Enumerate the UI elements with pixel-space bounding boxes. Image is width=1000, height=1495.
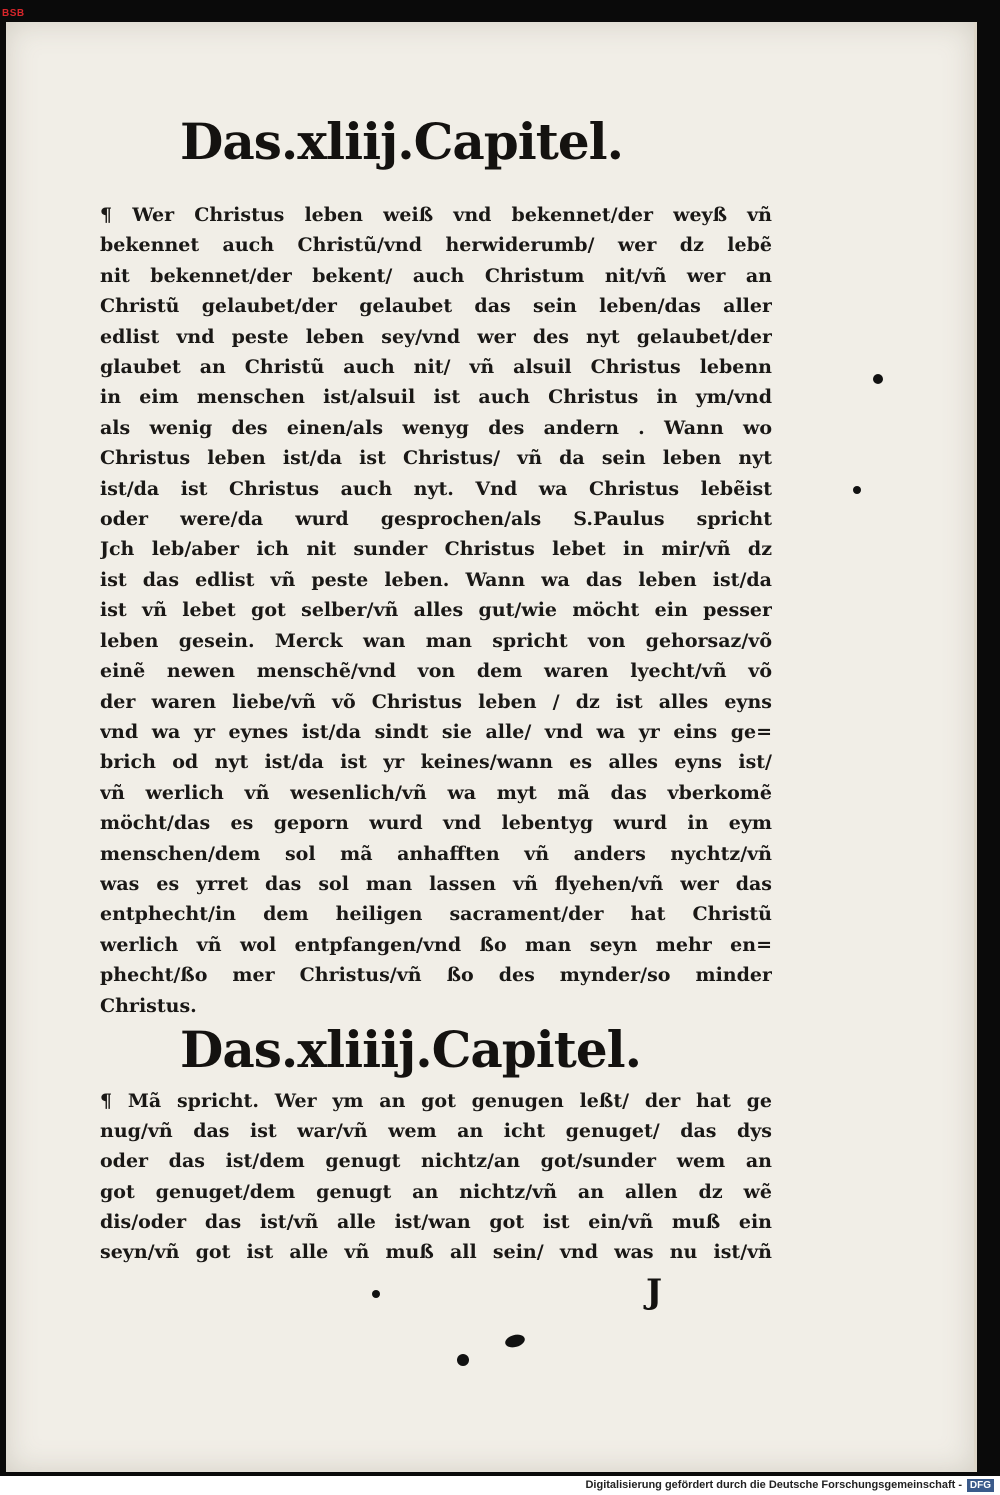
text-line: werlich vñ wol entpfangen/vnd ßo man seyn mehr en= bbox=[100, 933, 772, 956]
text-line: brich od nyt ist/da ist yr keines/wann es alles eyns ist/ bbox=[100, 751, 772, 774]
text-line: in eim menschen ist/alsuil ist auch Christus in ym/vnd bbox=[100, 386, 772, 409]
text-line: nit bekennet/der bekent/ auch Christum nit/vñ wer an bbox=[100, 264, 772, 287]
text-line: ¶ Mã spricht. Wer ym an got genugen leßt/ der hat ge bbox=[100, 1090, 772, 1112]
bsb-stamp: BSB bbox=[2, 8, 25, 19]
footer-bar bbox=[0, 1476, 1000, 1495]
text-line: edlist vnd peste leben sey/vnd wer des nyt gelaubet/der bbox=[100, 325, 772, 348]
text-line: Christũ gelaubet/der gelaubet das sein leben/das aller bbox=[100, 295, 772, 318]
text-line: glaubet an Christũ auch nit/ vñ alsuil Christus lebenn bbox=[100, 356, 772, 379]
text-line: als wenig des einen/als wenyg des andern . Wann wo bbox=[100, 416, 772, 439]
text-line: bekennet auch Christũ/vnd herwiderumb/ wer dz lebẽ bbox=[100, 234, 772, 257]
ink-spot bbox=[873, 374, 883, 384]
chapter-43-title: Das.xliij.Capitel. bbox=[180, 112, 624, 171]
text-line-last: Christus. bbox=[100, 994, 197, 1017]
text-line: möcht/das es geporn wurd vnd lebentyg wurd in eym bbox=[100, 812, 772, 835]
text-line: dis/oder das ist/vñ alle ist/wan got ist ein/vñ muß ein bbox=[100, 1210, 772, 1233]
text-line: leben gesein. Merck wan man spricht von gehorsaz/võ bbox=[100, 629, 772, 652]
chapter-44-title: Das.xliiij.Capitel. bbox=[180, 1020, 642, 1079]
chapter-43-text bbox=[100, 200, 772, 1021]
text-line: phecht/ßo mer Christus/vñ ßo des mynder/so minder bbox=[100, 964, 772, 987]
text-line: ¶ Wer Christus leben weiß vnd bekennet/der weyß vñ bbox=[100, 204, 772, 226]
funding-credit: Digitalisierung gefördert durch die Deutsche Forschungsgemeinschaft - bbox=[585, 1479, 962, 1491]
text-line: Jch leb/aber ich nit sunder Christus lebet in mir/vñ dz bbox=[100, 538, 772, 561]
text-line: got genuget/dem genugt an nichtz/vñ an allen dz wẽ bbox=[100, 1180, 772, 1203]
text-line: oder das ist/dem genugt nichtz/an got/sunder wem an bbox=[100, 1150, 772, 1173]
text-line: menschen/dem sol mã anhafften vñ anders nychtz/vñ bbox=[100, 842, 772, 865]
text-line: ist das edlist vñ peste leben. Wann wa das leben ist/da bbox=[100, 568, 772, 591]
text-line: nug/vñ das ist war/vñ wem an icht genuget/ das dys bbox=[100, 1120, 772, 1143]
text-line: ist/da ist Christus auch nyt. Vnd wa Christus lebẽist bbox=[100, 477, 772, 500]
ink-spot bbox=[372, 1290, 380, 1298]
ink-spot bbox=[853, 486, 861, 494]
text-line: Christus leben ist/da ist Christus/ vñ da sein leben nyt bbox=[100, 447, 772, 470]
text-line: einẽ newen menschẽ/vnd von dem waren lyecht/vñ võ bbox=[100, 660, 772, 683]
ink-spot bbox=[457, 1354, 469, 1366]
text-line: vnd wa yr eynes ist/da sindt sie alle/ vnd wa yr eins ge= bbox=[100, 720, 772, 743]
signature-mark: J bbox=[646, 1272, 663, 1312]
text-line: seyn/vñ got ist alle vñ muß all sein/ vnd was nu ist/vñ bbox=[100, 1241, 772, 1264]
text-line: ist vñ lebet got selber/vñ alles gut/wie möcht ein pesser bbox=[100, 599, 772, 622]
text-line: der waren liebe/vñ võ Christus leben / dz ist alles eyns bbox=[100, 690, 772, 713]
text-line: was es yrret das sol man lassen vñ flyehen/vñ wer das bbox=[100, 872, 772, 895]
text-line: entphecht/in dem heiligen sacrament/der hat Christũ bbox=[100, 903, 772, 926]
dfg-logo: DFG bbox=[967, 1479, 994, 1492]
text-line: oder were/da wurd gesprochen/als S.Paulus spricht bbox=[100, 508, 772, 531]
text-line: vñ werlich vñ wesenlich/vñ wa myt mã das vberkomẽ bbox=[100, 781, 772, 804]
chapter-44-text bbox=[100, 1086, 772, 1267]
